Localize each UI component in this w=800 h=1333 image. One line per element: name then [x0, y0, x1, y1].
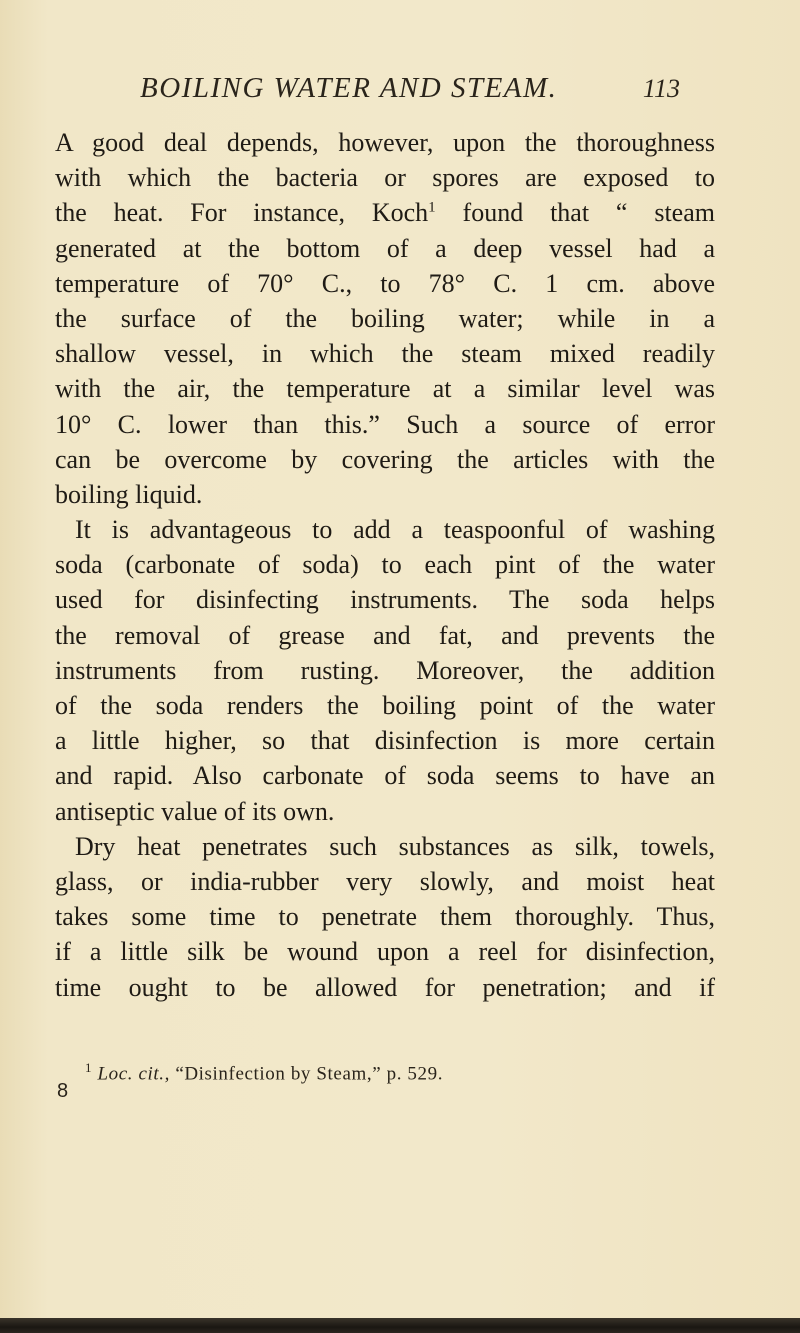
text-line: a little higher, so that disinfection is more certain	[55, 726, 715, 756]
text-line: takes some time to penetrate them thoroughly. Thus,	[55, 902, 715, 932]
text-line: generated at the bottom of a deep vessel had a	[55, 233, 715, 263]
text-line: boiling liquid.	[55, 479, 203, 509]
footnote-marker: 1	[85, 1060, 93, 1075]
text-line: Dry heat penetrates such substances as silk, towels,	[75, 831, 715, 861]
page-edge-shadow	[0, 1318, 800, 1333]
text-line	[55, 195, 715, 230]
text-line: shallow vessel, in which the steam mixed readily	[55, 339, 715, 369]
text-line: if a little silk be wound upon a reel for disinfection,	[55, 937, 715, 967]
text-line: used for disinfecting instruments. The soda helps	[55, 585, 715, 615]
text-line: antiseptic value of its own.	[55, 796, 335, 826]
body-text	[55, 125, 715, 1005]
text-segment: the heat. For instance, Koch	[55, 198, 429, 228]
text-line: instruments from rusting. Moreover, the addition	[55, 655, 715, 685]
footnote-citation: Loc. cit.,	[97, 1063, 170, 1085]
text-line: time ought to be allowed for penetration; and if	[55, 972, 715, 1002]
text-line: 10° C. lower than this.” Such a source of error	[55, 409, 715, 439]
text-line: the removal of grease and fat, and prevents the	[55, 620, 715, 650]
text-line: temperature of 70° C., to 78° C. 1 cm. above	[55, 268, 715, 298]
signature-mark: 8	[57, 1080, 69, 1102]
text-line: glass, or india-rubber very slowly, and moist heat	[55, 866, 715, 896]
text-line: It is advantageous to add a teaspoonful of washing	[75, 515, 715, 545]
running-head: BOILING WATER AND STEAM.	[140, 72, 558, 104]
footnote-reference: 1	[428, 199, 436, 216]
text-line: the surface of the boiling water; while in a	[55, 303, 715, 333]
text-line: and rapid. Also carbonate of soda seems to have an	[55, 761, 715, 791]
page-header	[140, 72, 700, 112]
footnote-text: “Disinfection by Steam,” p. 529.	[169, 1063, 444, 1085]
text-line: with the air, the temperature at a similar level was	[55, 374, 715, 404]
footnote	[85, 1060, 443, 1085]
text-segment: found that “ steam	[435, 198, 715, 228]
text-line: with which the bacteria or spores are exposed to	[55, 163, 715, 193]
text-line: of the soda renders the boiling point of the water	[55, 691, 715, 720]
page-number: 113	[642, 74, 680, 103]
text-line: A good deal depends, however, upon the thoroughness	[55, 128, 715, 157]
text-line: can be overcome by covering the articles with the	[55, 444, 715, 474]
text-line: soda (carbonate of soda) to each pint of the water	[55, 550, 715, 580]
